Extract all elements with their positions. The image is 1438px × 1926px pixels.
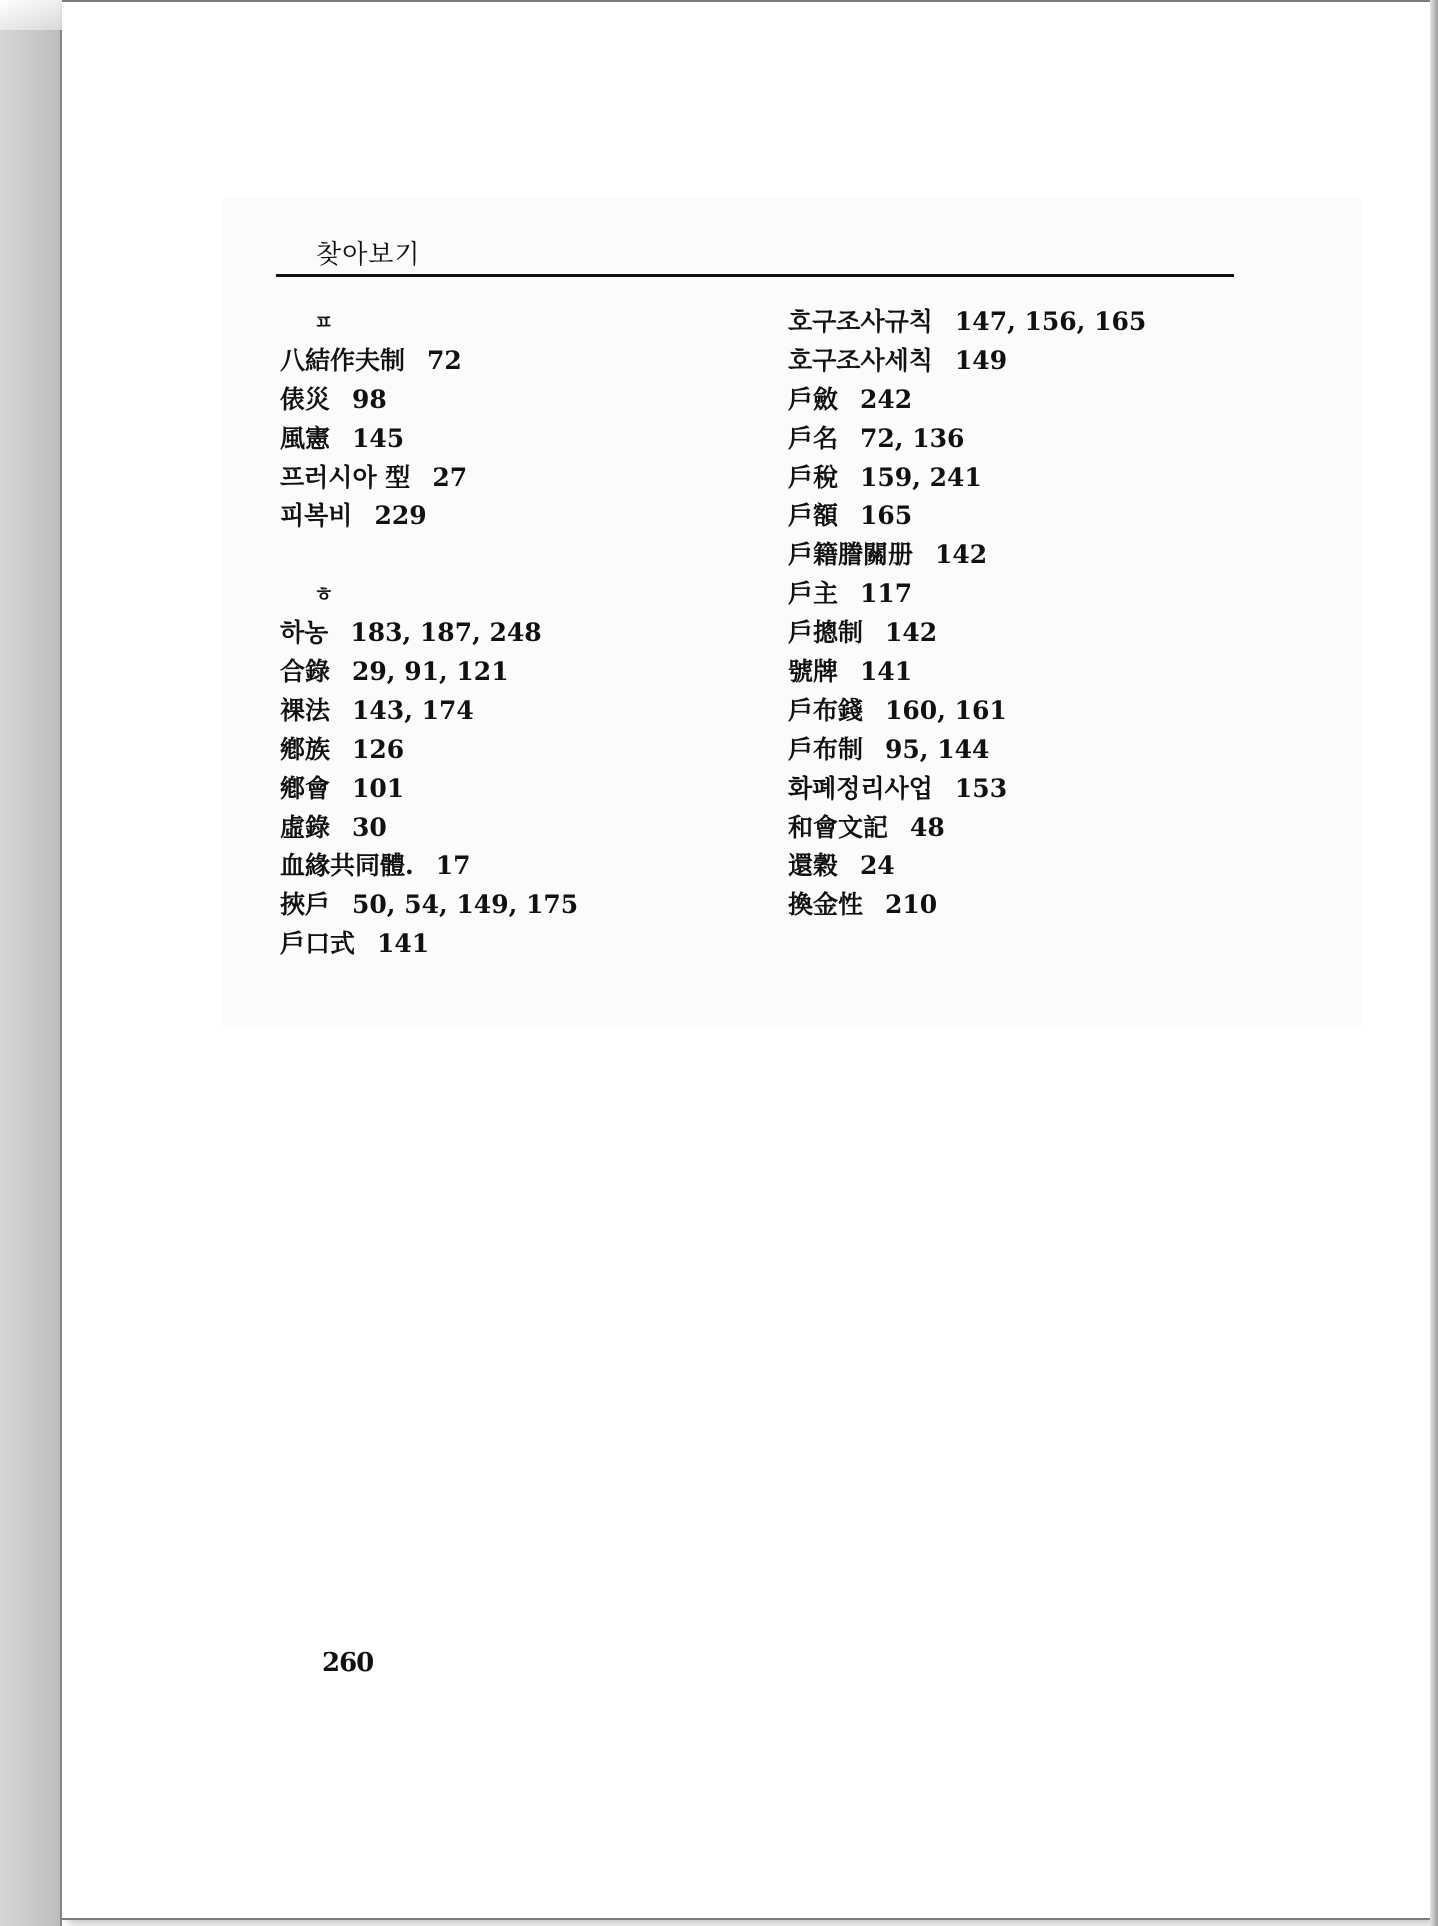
index-term: 風憲 <box>280 423 331 453</box>
page-number: 260 <box>322 1648 374 1678</box>
index-pages: 141 <box>377 929 430 959</box>
index-entry <box>788 497 1288 536</box>
index-entry <box>280 497 780 536</box>
index-term: 호구조사세칙 <box>788 345 933 375</box>
index-term: 和會文記 <box>788 812 889 842</box>
index-entry <box>788 653 1288 692</box>
index-term: 合錄 <box>280 657 331 687</box>
index-pages: 48 <box>910 812 945 842</box>
index-pages: 50, 54, 149, 175 <box>352 890 579 920</box>
index-entry <box>788 420 1288 459</box>
index-entry <box>280 692 780 731</box>
index-column-left <box>280 303 780 964</box>
index-entry <box>280 731 780 770</box>
index-term: 戶名 <box>788 423 839 453</box>
index-pages: 145 <box>352 423 405 453</box>
index-term: 프러시아 型 <box>280 462 411 492</box>
index-entry <box>788 303 1288 342</box>
index-pages: 153 <box>954 773 1008 803</box>
index-pages: 24 <box>860 851 895 881</box>
index-pages: 30 <box>352 812 387 842</box>
index-term: 鄕族 <box>280 734 331 764</box>
index-pages: 72 <box>427 345 462 375</box>
index-term: 戶布制 <box>788 734 864 764</box>
index-entry <box>280 653 780 692</box>
index-pages: 72, 136 <box>860 423 965 453</box>
index-pages: 160, 161 <box>885 695 1007 725</box>
index-pages: 242 <box>860 384 913 414</box>
index-term: 戶布錢 <box>788 695 864 725</box>
index-term: 戶摠制 <box>788 618 864 648</box>
page-edge <box>1430 0 1438 1926</box>
index-term: 換金性 <box>788 890 864 920</box>
index-pages: 159, 241 <box>860 462 982 492</box>
index-entry <box>788 459 1288 498</box>
index-entry <box>280 459 780 498</box>
index-term: 戶主 <box>788 579 839 609</box>
index-pages: 165 <box>860 501 913 531</box>
index-entry <box>788 575 1288 614</box>
index-term: 피복비 <box>280 501 353 531</box>
index-entry <box>280 886 780 925</box>
index-pages: 229 <box>374 501 427 531</box>
index-entry <box>788 536 1288 575</box>
index-pages: 183, 187, 248 <box>350 618 542 648</box>
index-pages: 126 <box>352 734 405 764</box>
index-entry <box>280 809 780 848</box>
index-term: 戶籍謄關册 <box>788 540 914 570</box>
index-term: 虛錄 <box>280 812 331 842</box>
index-term: 호구조사규칙 <box>788 307 933 336</box>
index-entry <box>788 614 1288 653</box>
index-section-letter: ㅎ <box>314 582 334 607</box>
index-entry <box>788 770 1288 809</box>
index-pages: 143, 174 <box>352 695 474 725</box>
index-term: 八結作夫制 <box>280 345 406 375</box>
index-pages: 149 <box>954 345 1008 375</box>
header-rule <box>276 274 1234 277</box>
index-pages: 147, 156, 165 <box>954 307 1147 336</box>
index-pages: 101 <box>352 773 405 803</box>
index-term: 戶口式 <box>280 929 356 959</box>
index-term: 祼法 <box>280 695 331 725</box>
index-entry <box>788 847 1288 886</box>
index-pages: 210 <box>885 890 938 920</box>
index-entry <box>788 381 1288 420</box>
index-entry <box>788 342 1288 381</box>
index-section-letter: ㅍ <box>314 310 334 334</box>
index-pages: 142 <box>935 540 988 570</box>
index-pages: 98 <box>352 384 387 414</box>
index-entry <box>280 925 780 964</box>
index-entry <box>280 420 780 459</box>
index-term: 戶斂 <box>788 384 839 414</box>
index-entry <box>280 847 780 886</box>
index-pages: 17 <box>435 851 471 881</box>
index-entry <box>788 809 1288 848</box>
index-term: 戶稅 <box>788 462 839 492</box>
index-entry <box>788 731 1288 770</box>
index-pages: 95, 144 <box>885 734 990 764</box>
index-term: 하농 <box>280 618 329 648</box>
index-entry <box>280 342 780 381</box>
index-pages: 141 <box>860 657 913 687</box>
index-spacer <box>280 536 780 575</box>
index-pages: 117 <box>860 579 913 609</box>
index-pages: 29, 91, 121 <box>352 657 509 687</box>
index-term: 화폐정리사업 <box>788 773 933 803</box>
index-term: 血緣共同體. <box>280 851 414 881</box>
index-pages: 27 <box>432 462 468 492</box>
index-term: 挾戶 <box>280 890 331 920</box>
index-entry <box>788 886 1288 925</box>
index-term: 戶額 <box>788 501 839 531</box>
index-column-right <box>788 303 1288 925</box>
index-term: 鄕會 <box>280 773 331 803</box>
index-entry <box>788 692 1288 731</box>
page-title: 찾아보기 <box>316 240 421 270</box>
index-term: 號牌 <box>788 657 839 687</box>
index-pages: 142 <box>885 618 938 648</box>
book-spine-corner <box>0 0 62 30</box>
index-term: 還穀 <box>788 851 839 881</box>
book-spine <box>0 0 62 1926</box>
index-term: 俵災 <box>280 384 331 414</box>
index-entry <box>280 614 780 653</box>
index-entry <box>280 381 780 420</box>
index-entry <box>280 770 780 809</box>
